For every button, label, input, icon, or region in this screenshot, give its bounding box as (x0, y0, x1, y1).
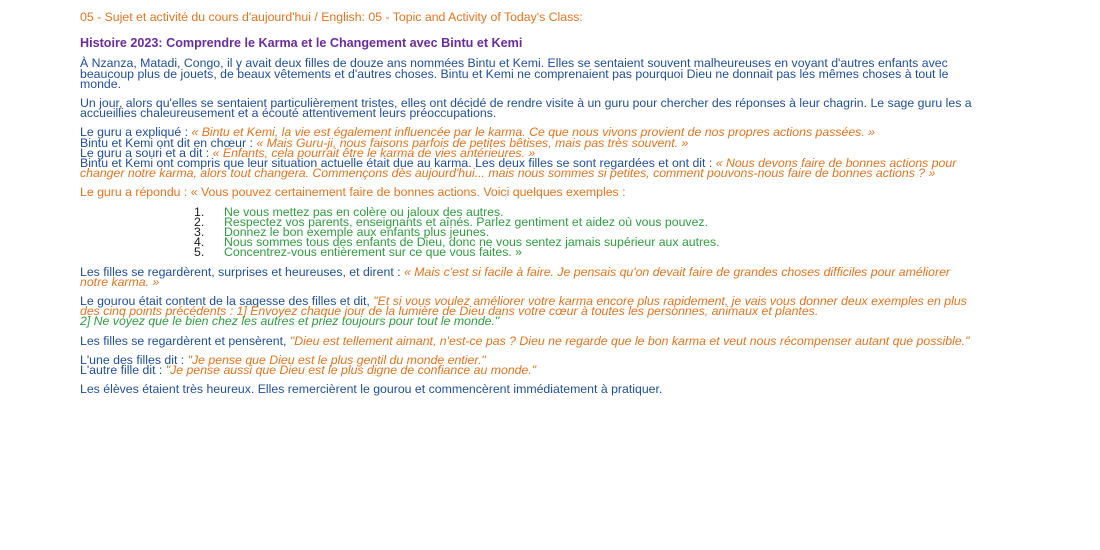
list-item-text: Ne vous mettez pas en colère ou jaloux des autres. (224, 204, 504, 219)
dialogue-speaker-1: Le guru a expliqué : (80, 125, 192, 140)
dialogue-block (80, 125, 980, 181)
paragraph-girls-statements (80, 352, 980, 378)
girls-thought-quote: "Dieu est tellement aimant, n'est-ce pas ? Dieu ne regarde que le bon karma et veut nous récompenser autant que possible." (289, 333, 970, 348)
dialogue-quote-3: « Enfants, cela pourrait être le karma de vies antérieures. » (212, 145, 536, 160)
story-title: Histoire 2023: Comprendre le Karma et le Changement avec Bintu et Kemi (80, 36, 523, 51)
list-item-text: Donnez le bon exemple aux enfants plus jeunes. (224, 225, 490, 240)
list-item-text: Nous sommes tous des enfants de Dieu, donc ne vous sentez jamais supérieur aux autres. (224, 235, 720, 250)
paragraph-intro: À Nzanza, Matadi, Congo, il y avait deux filles de douze ans nommées Bintu et Kemi. Elles se sentaient souvent malheureuses en voyant d'autres enfants avec beaucoup plus de jouets, de beaux vêtements et d'autres choses. Bintu et Kemi ne comprenaient pas pourquoi Dieu ne donnait pas les mêmes choses à tout le monde. (80, 56, 949, 91)
paragraph-guru-answer: Le guru a répondu : « Vous pouvez certainement faire de bonnes actions. Voici quelques exemples : (80, 185, 626, 200)
good-actions-list (80, 204, 980, 260)
page-header: 05 - Sujet et activité du cours d'aujourd'hui / English: 05 - Topic and Activity of Today's Class: (80, 10, 583, 24)
first-girl-lead: L'une des filles dit : (80, 352, 188, 367)
girls-reply-lead: Les filles se regardèrent, surprises et heureuses, et dirent : (80, 264, 404, 279)
dialogue-quote-2: « Mais Guru-ji, nous faisons parfois de petites bêtises, mais pas très souvent. » (256, 135, 689, 150)
guru-examples-lead: Le gourou était content de la sagesse des filles et dit, (80, 294, 374, 309)
list-item-number: 3. (194, 225, 205, 240)
list-item-number: 1. (194, 204, 205, 219)
first-girl-quote: "Je pense que Dieu est le plus gentil du monde entier." (187, 352, 486, 367)
dialogue-speaker-2: Bintu et Kemi ont dit en chœur : (80, 135, 257, 150)
girls-reply-quote: « Mais c'est si facile à faire. Je pensais qu'on devait faire de grandes choses difficiles pour améliorer notre karma. » (80, 264, 951, 289)
list-item-number: 4. (194, 235, 205, 250)
paragraph-guru-examples (80, 296, 980, 327)
list-item-text: Concentrez-vous entièrement sur ce que vous faites. » (224, 245, 523, 260)
paragraph-girls-reply (80, 264, 980, 289)
list-item-number: 2. (194, 214, 205, 229)
second-girl-quote: "Je pense aussi que Dieu est le plus digne de confiance au monde." (165, 363, 537, 378)
dialogue-speaker-4: Bintu et Kemi ont compris que leur situation actuelle était due au karma. Les deux filles se sont regardées et ont dit : (80, 156, 716, 171)
dialogue-quote-1: « Bintu et Kemi, la vie est également influencée par le karma. Ce que nous vivons provient de nos propres actions passées. » (191, 125, 875, 140)
guru-examples-quote: "Et si vous voulez améliorer votre karma encore plus rapidement, je vais vous donner deux exemples en plus des cinq points précédents : 1] Envoyez chaque jour de la lumière de Dieu dans votre cœur à toutes les personnes, animaux et plantes. (80, 294, 967, 319)
girls-thought-lead: Les filles se regardèrent et pensèrent, (80, 333, 290, 348)
list-item-text: Respectez vos parents, enseignants et aînés. Parlez gentiment et aidez où vous pouvez. (224, 214, 708, 229)
document-body (80, 6, 980, 397)
paragraph-visit: Un jour, alors qu'elles se sentaient particulièrement tristes, elles ont décidé de rendre visite à un guru pour chercher des réponses à leur chagrin. Le sage guru les a accueillies chaleureusement et a écouté attentivement leurs préoccupations. (80, 96, 972, 121)
list-item-number: 5. (194, 245, 205, 260)
dialogue-speaker-3: Le guru a souri et a dit : (80, 145, 213, 160)
guru-examples-second: 2] Ne voyez que le bien chez les autres et priez toujours pour tout le monde." (80, 314, 500, 329)
dialogue-quote-4: « Nous devons faire de bonnes actions pour changer notre karma, alors tout changera. Commençons dès aujourd'hui... mais nous sommes si petites, comment pouvons-nous faire de bonnes actions ? » (80, 156, 957, 181)
paragraph-girls-thought (80, 333, 980, 348)
paragraph-closing: Les élèves étaient très heureux. Elles remercièrent le gourou et commencèrent immédiatement à pratiquer. (80, 382, 663, 397)
second-girl-lead: L'autre fille dit : (80, 363, 166, 378)
